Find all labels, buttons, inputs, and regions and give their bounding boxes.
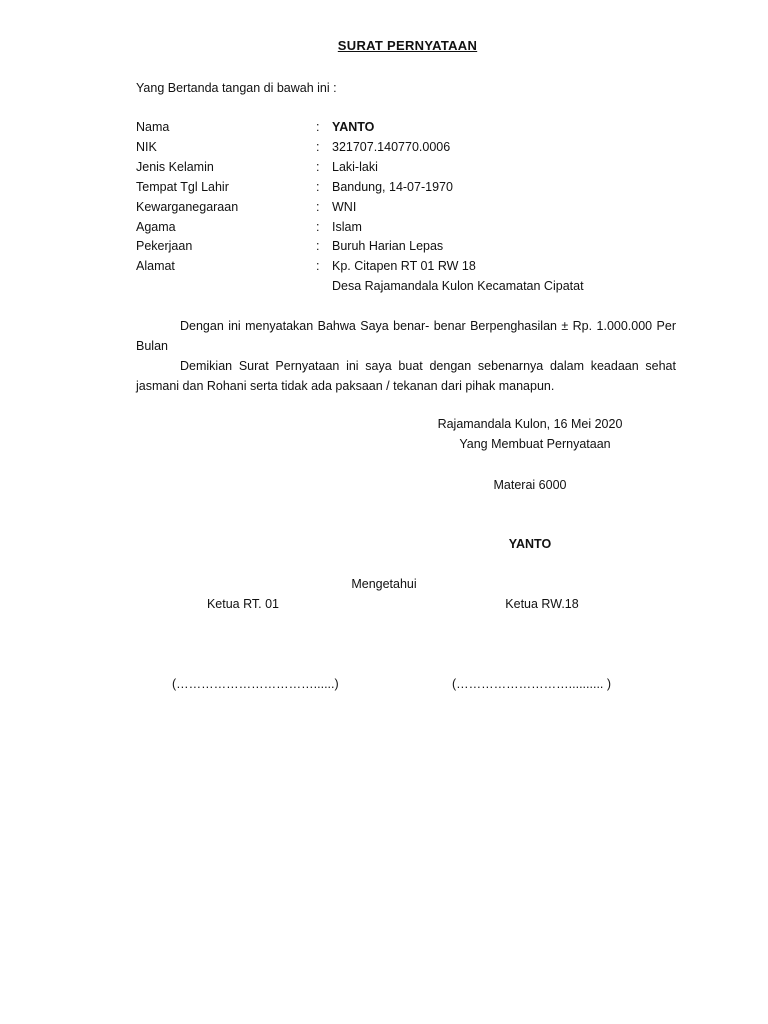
field-colon: : [316,200,320,214]
field-value-alamat-line2: Desa Rajamandala Kulon Kecamatan Cipatat [332,279,584,293]
field-colon: : [316,140,320,154]
signer-name: YANTO [508,537,552,551]
field-value-pekerjaan: Buruh Harian Lepas [332,239,444,253]
field-value-tempat-tgl-lahir: Bandung, 14-07-1970 [332,180,453,194]
field-label-alamat: Alamat [136,259,175,273]
stamp-label: Materai 6000 [493,478,567,492]
field-colon: : [316,180,320,194]
field-label-kewarganegaraan: Kewarganegaraan [136,200,239,214]
maker-label: Yang Membuat Pernyataan [459,437,611,451]
field-label-nama: Nama [136,120,170,134]
field-value-nik: 321707.140770.0006 [332,140,451,154]
rw-label: Ketua RW.18 [505,597,579,611]
field-value-agama: Islam [332,220,362,234]
field-label-pekerjaan: Pekerjaan [136,239,193,253]
field-label-agama: Agama [136,220,176,234]
field-value-alamat: Kp. Citapen RT 01 RW 18 [332,259,476,273]
document-title: SURAT PERNYATAAN [337,38,478,53]
field-label-jenis-kelamin: Jenis Kelamin [136,160,214,174]
field-label-tempat-tgl-lahir: Tempat Tgl Lahir [136,180,229,194]
rt-label: Ketua RT. 01 [206,597,280,611]
field-value-kewarganegaraan: WNI [332,200,357,214]
closing-paragraph: Demikian Surat Pernyataan ini saya buat dengan sebenarnya dalam keadaan sehat jasmani dan Rohani serta tidak ada paksaan / tekanan dari pihak manapun. [136,359,676,393]
field-value-nama: YANTO [332,120,375,134]
intro-line: Yang Bertanda tangan di bawah ini : [136,81,337,95]
field-value-jenis-kelamin: Laki-laki [332,160,378,174]
field-colon: : [316,120,320,134]
field-colon: : [316,259,320,273]
place-date: Rajamandala Kulon, 16 Mei 2020 [437,417,623,431]
statement-paragraph: Dengan ini menyatakan Bahwa Saya benar- benar Berpenghasilan ± Rp. 1.000.000 Per Bulan [136,319,676,353]
acknowledged-label: Mengetahui [351,577,417,591]
field-label-nik: NIK [136,140,157,154]
field-colon: : [316,160,320,174]
field-colon: : [316,220,320,234]
field-colon: : [316,239,320,253]
rw-signature-line: (……………………….......... ) [452,677,612,691]
rt-signature-line: (……………………………......) [172,677,339,691]
